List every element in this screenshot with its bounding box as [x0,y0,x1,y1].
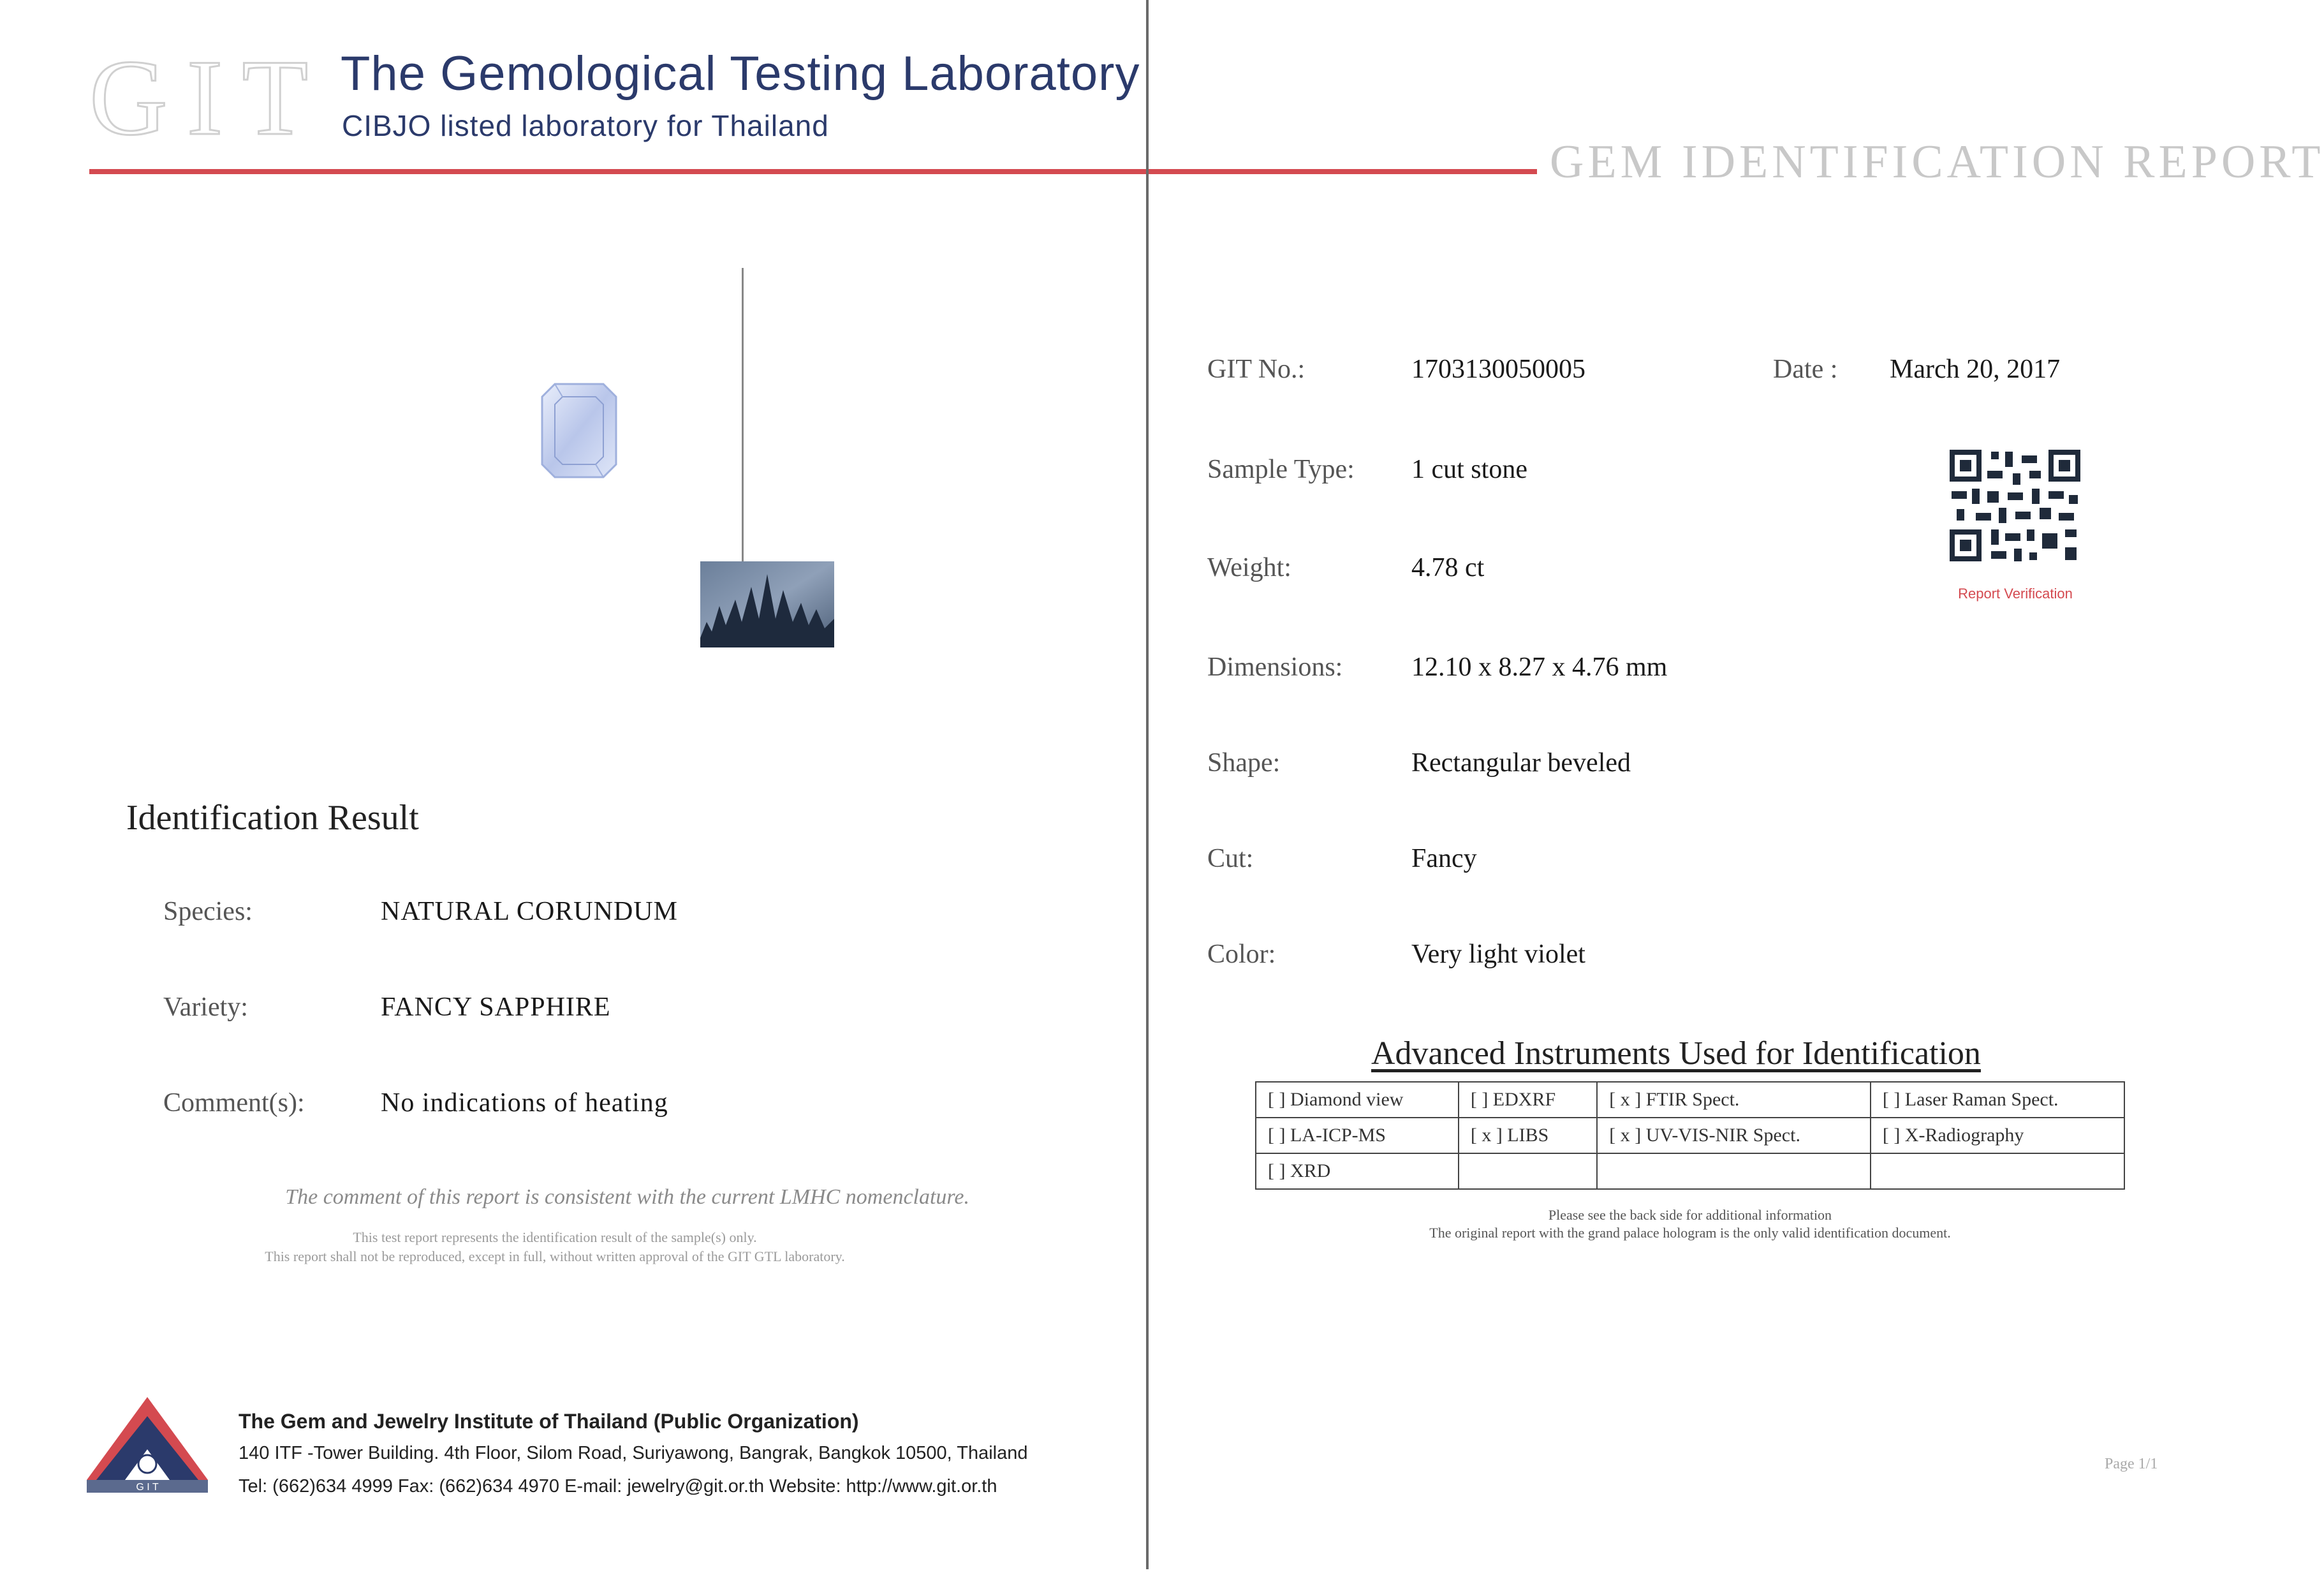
svg-text:GIT: GIT [89,38,328,158]
instrument-la-icp-ms: [ ] LA-ICP-MS [1256,1118,1459,1153]
table-row [1256,1153,2124,1189]
sample-type-value: 1 cut stone [1411,455,1527,484]
sample-type-label: Sample Type: [1207,455,1355,484]
color-label: Color: [1207,940,1276,969]
shape-value: Rectangular beveled [1411,748,1631,778]
cut-value: Fancy [1411,844,1477,873]
color-value: Very light violet [1411,940,1585,969]
disclaimer-line-1: This test report represents the identification result of the sample(s) only. [353,1229,757,1245]
table-row [1256,1082,2124,1118]
instrument-diamond-view: [ ] Diamond view [1256,1082,1459,1118]
lab-title: The Gemological Testing Laboratory [341,47,1140,101]
empty-cell [1459,1153,1597,1189]
variety-value: FANCY SAPPHIRE [381,993,611,1022]
identification-title: Identification Result [126,798,419,838]
instrument-laser-raman: [ ] Laser Raman Spect. [1871,1082,2124,1118]
fold-line [1146,0,1149,1569]
dimensions-label: Dimensions: [1207,653,1343,682]
svg-text:G I T: G I T [136,1482,159,1493]
git-no-label: GIT No.: [1207,355,1305,384]
instruments-title: Advanced Instruments Used for Identification [1371,1035,1981,1072]
table-row [1256,1118,2124,1153]
gem-pointer-line [742,268,744,561]
variety-label: Variety: [163,993,248,1022]
git-no-value: 1703130050005 [1411,355,1585,384]
instrument-xrd: [ ] XRD [1256,1153,1459,1189]
empty-cell [1871,1153,2124,1189]
cut-label: Cut: [1207,844,1254,873]
shape-label: Shape: [1207,748,1281,778]
institute-name: The Gem and Jewelry Institute of Thailand (Public Organization) [239,1410,859,1433]
instrument-ftir: [ x ] FTIR Spect. [1597,1082,1871,1118]
empty-cell [1597,1153,1871,1189]
instrument-libs: [ x ] LIBS [1459,1118,1597,1153]
backside-note: Please see the back side for additional information [1548,1207,1832,1223]
weight-value: 4.78 ct [1411,553,1485,582]
date-value: March 20, 2017 [1890,355,2061,384]
institute-address: 140 ITF -Tower Building. 4th Floor, Silom Road, Suriyawong, Bangrak, Bangkok 10500, Thailand [239,1443,1028,1463]
gemstone-photo [541,383,617,478]
instrument-x-radiography: [ ] X-Radiography [1871,1118,2124,1153]
instrument-edxrf: [ ] EDXRF [1459,1082,1597,1118]
disclaimer-line-2: This report shall not be reproduced, except in full, without written approval of the GIT GTL laboratory. [265,1248,845,1264]
grand-palace-hologram [700,561,834,647]
instrument-uv-vis-nir: [ x ] UV-VIS-NIR Spect. [1597,1118,1871,1153]
qr-label: Report Verification [1958,586,2073,602]
report-heading: GEM IDENTIFICATION REPORT [1550,136,2324,188]
header-rule [89,169,1537,174]
dimensions-value: 12.10 x 8.27 x 4.76 mm [1411,653,1668,682]
page-number: Page 1/1 [2105,1456,2158,1472]
weight-label: Weight: [1207,553,1291,582]
institute-contact: Tel: (662)634 4999 Fax: (662)634 4970 E-mail: jewelry@git.or.th Website: http://www.git.or.th [239,1476,997,1497]
report-verification-qr-icon[interactable] [1946,447,2084,565]
lab-subtitle: CIBJO listed laboratory for Thailand [342,109,829,142]
git-logo [89,38,328,158]
instruments-table [1255,1081,2125,1190]
nomenclature-note: The comment of this report is consistent with the current LMHC nomenclature. [285,1185,969,1209]
date-label: Date : [1773,355,1838,384]
comments-label: Comment(s): [163,1088,305,1118]
original-document-note: The original report with the grand palace hologram is the only valid identification document. [1429,1225,1951,1241]
institute-logo [87,1397,208,1493]
comments-value: No indications of heating [381,1088,668,1118]
species-value: NATURAL CORUNDUM [381,897,678,926]
species-label: Species: [163,897,253,926]
